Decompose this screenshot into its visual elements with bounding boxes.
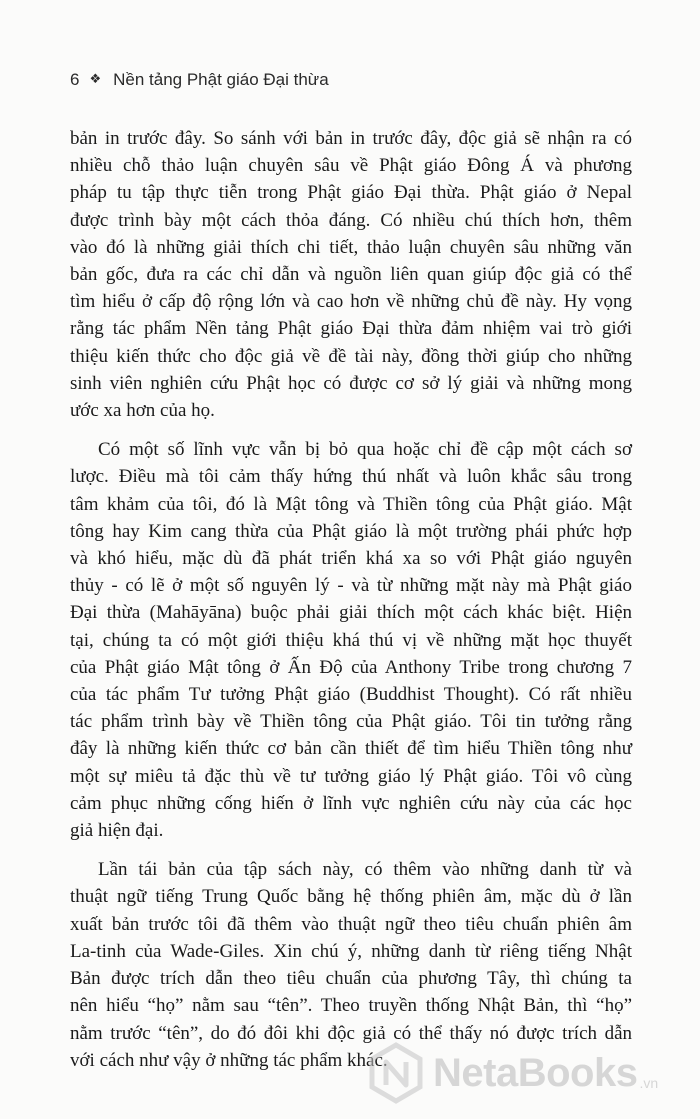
text-line: giả hiện đại. (70, 820, 164, 842)
text-line: Lần tái bản của tập sách này, có thêm vào những danh từ và (98, 859, 632, 881)
diamond-ornament-icon: ❖ (89, 71, 102, 86)
text-line: pháp tu tập thực tiễn trong Phật giáo Đại thừa. Phật giáo ở Nepal (70, 182, 632, 204)
watermark-tld: .vn (639, 1075, 659, 1091)
text-line: Đại thừa (Mahāyāna) buộc phải giải thích một cách khác biệt. Hiện (70, 602, 632, 624)
text-line: Bản được trích dẫn theo tiêu chuẩn của phương Tây, thì chúng ta (70, 968, 632, 990)
text-line: ước xa hơn của họ. (70, 400, 215, 422)
text-line: được trình bày một cách thỏa đáng. Có nhiều chú thích hơn, thêm (70, 209, 632, 231)
text-line: tác phẩm trình bày về Thiền tông của Phật giáo. Tôi tin tưởng rằng (70, 711, 632, 733)
text-line: thiệu kiến thức cho độc giả về đề tài này, đồng thời giúp cho những (70, 345, 632, 367)
text-line: thuật ngữ tiếng Trung Quốc bằng hệ thống phiên âm, mặc dù ở lần (70, 886, 632, 908)
watermark-brand: NetaBooks (433, 1050, 638, 1095)
text-line: nằm trước “tên”, do đó đôi khi độc giả có thể thấy nó được trích dẫn (70, 1022, 632, 1044)
text-line: vào đó là những giải thích chi tiết, thảo luận chuyên sâu những văn (70, 236, 632, 258)
text-line: với cách như vậy ở những tác phẩm khác. (70, 1049, 388, 1071)
netabooks-logo-icon (365, 1042, 427, 1104)
text-line: tâm khảm của tôi, đó là Mật tông và Thiền tông của Phật giáo. Mật (70, 493, 632, 515)
paragraph-1 (70, 125, 632, 424)
text-line: cảm phục những cống hiến ở lĩnh vực nghiên cứu này của các học (70, 792, 632, 814)
text-line: một sự miêu tả đặc thù về tư tưởng giáo lý Phật giáo. Tôi vô cùng (70, 765, 632, 787)
netabooks-watermark (365, 1042, 658, 1104)
text-line: thủy - có lẽ ở một số nguyên lý - và từ những mặt này mà Phật giáo (70, 575, 632, 597)
text-line: tông hay Kim cang thừa của Phật giáo là một trường phái phức hợp (70, 520, 632, 542)
text-line: của Phật giáo Mật tông ở Ấn Độ của Anthony Tribe trong chương 7 (70, 656, 632, 678)
text-line: đây là những kiến thức cơ bản cần thiết để tìm hiểu Thiền tông như (70, 738, 632, 760)
text-line: Có một số lĩnh vực vẫn bị bỏ qua hoặc chỉ đề cập một cách sơ (98, 439, 632, 461)
text-line: lược. Điều mà tôi cảm thấy hứng thú nhất và luôn khắc sâu trong (70, 466, 632, 488)
text-line: rằng tác phẩm Nền tảng Phật giáo Đại thừa đảm nhiệm vai trò giới (70, 318, 632, 340)
body-text (70, 125, 632, 1074)
text-line: bản gốc, đưa ra các chỉ dẫn và nguồn liên quan giúp độc giả có thể (70, 264, 632, 286)
text-line: sinh viên nghiên cứu Phật học có được cơ sở lý giải và những mong (70, 372, 632, 394)
text-line: tại, chúng ta có một giới thiệu khá thú vị về những mặt học thuyết (70, 629, 632, 651)
text-line: xuất bản trước tôi đã thêm vào thuật ngữ theo tiêu chuẩn phiên âm (70, 913, 632, 935)
paragraph-2 (70, 436, 632, 844)
running-title: Nền tảng Phật giáo Đại thừa (113, 70, 329, 89)
text-line: La-tinh của Wade-Giles. Xin chú ý, những danh từ riêng tiếng Nhật (70, 940, 632, 962)
text-line: bản in trước đây. So sánh với bản in trước đây, độc giả sẽ nhận ra có (70, 128, 632, 149)
text-line: nhiều chỗ thảo luận chuyên sâu về Phật giáo Đông Á và phương (70, 155, 632, 177)
page-number: 6 (70, 70, 80, 89)
text-line: nên hiểu “họ” nằm sau “tên”. Theo truyền thống Nhật Bản, thì “họ” (70, 995, 632, 1017)
text-line: của tác phẩm Tư tưởng Phật giáo (Buddhist Thought). Có rất nhiều (70, 684, 632, 706)
text-line: tìm hiểu ở cấp độ rộng lớn và cao hơn về những chủ đề này. Hy vọng (70, 291, 632, 313)
text-line: và khó hiểu, mặc dù đã phát triển khá xa so với Phật giáo nguyên (70, 548, 632, 570)
running-header (70, 70, 329, 90)
